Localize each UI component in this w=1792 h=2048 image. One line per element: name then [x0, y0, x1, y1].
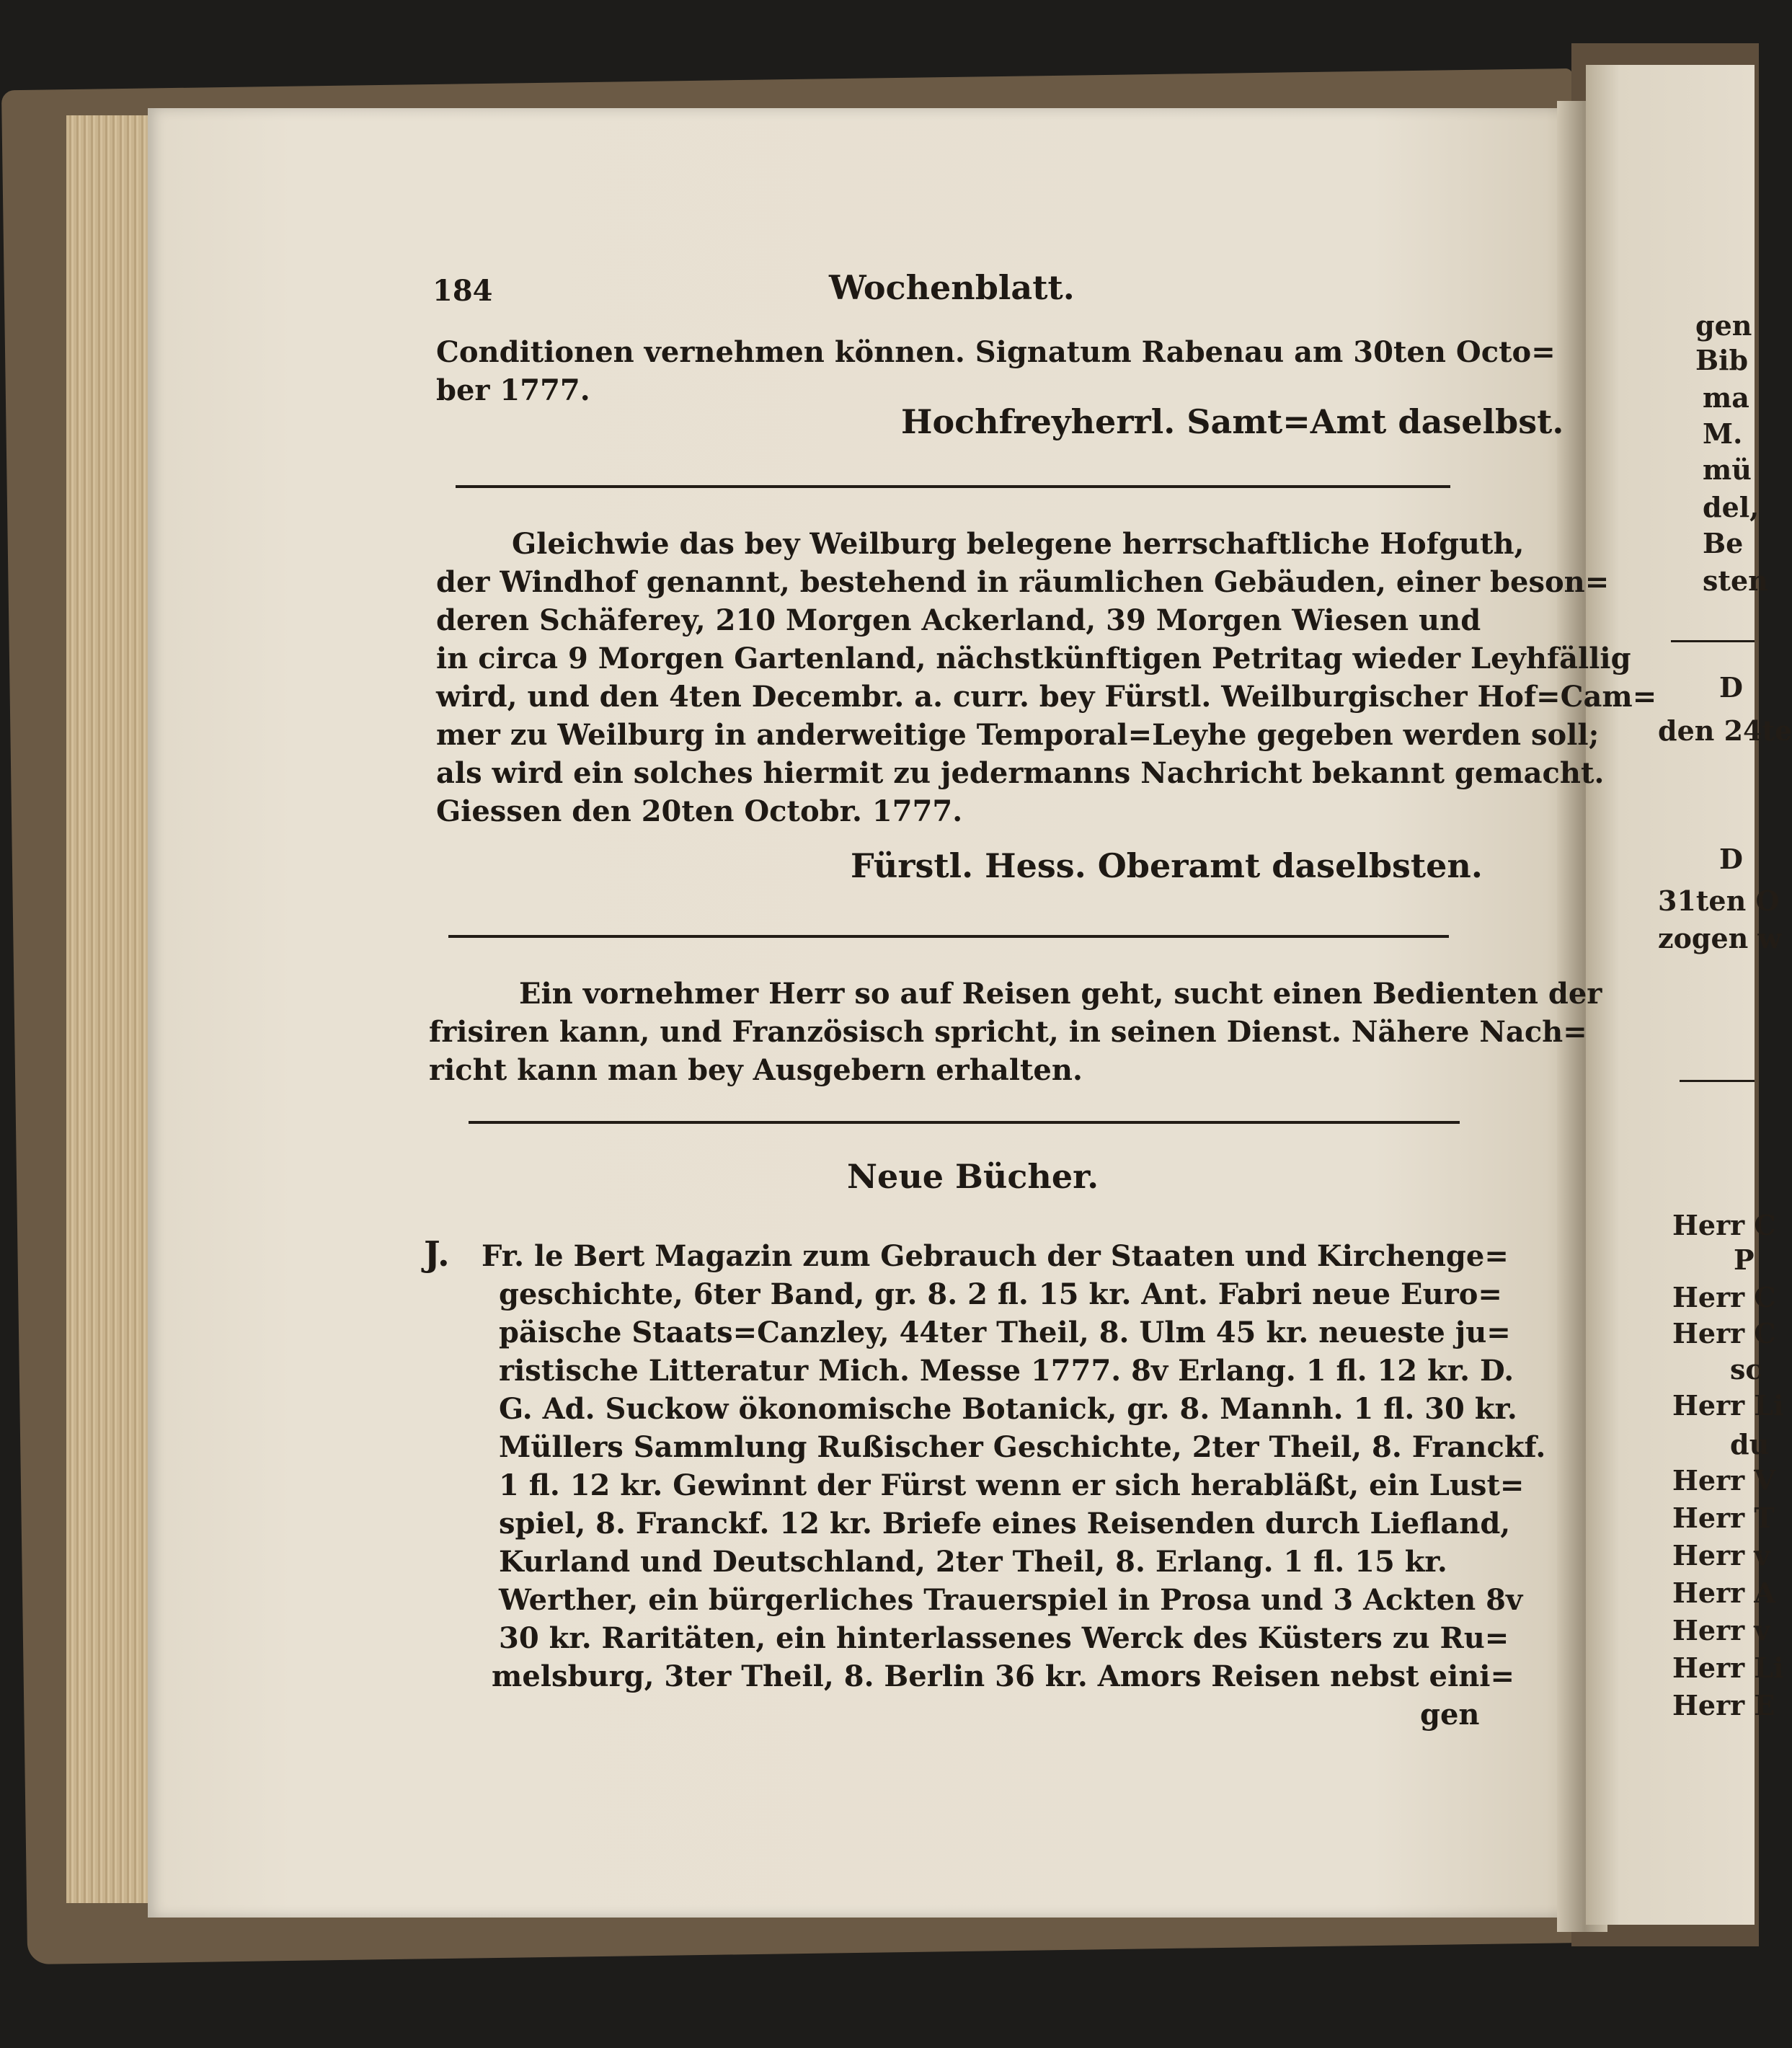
- book-line: Kurland und Deutschland, 2ter Theil, 8. Erlang. 1 fl. 15 kr.: [499, 1545, 1447, 1579]
- right-page-fragment: Herr E: [1672, 1689, 1775, 1721]
- book-line: spiel, 8. Franckf. 12 kr. Briefe eines Reisenden durch Liefland,: [499, 1507, 1511, 1541]
- right-page-fragment: 31ten O: [1658, 885, 1780, 917]
- book-line: päische Staats=Canzley, 44ter Theil, 8. Ulm 45 kr. neueste ju=: [499, 1316, 1511, 1349]
- book-line: geschichte, 6ter Band, gr. 8. 2 fl. 15 kr. Ant. Fabri neue Euro=: [499, 1277, 1502, 1311]
- divider: [469, 1121, 1460, 1124]
- notice1-line: Conditionen vernehmen können. Signatum Rabenau am 30ten Octo=: [436, 335, 1556, 369]
- right-page-fragment: D: [1719, 671, 1743, 704]
- right-page-fragment: sc: [1730, 1353, 1762, 1386]
- notice1-line: ber 1777.: [436, 373, 590, 407]
- notice2-line: mer zu Weilburg in anderweitige Temporal=Leyhe gegeben werden soll;: [436, 718, 1600, 752]
- notice2-signature: Fürstl. Hess. Oberamt daselbsten.: [851, 846, 1483, 885]
- notice2-line: deren Schäferey, 210 Morgen Ackerland, 39 Morgen Wiesen und: [436, 603, 1481, 637]
- book-line: 1 fl. 12 kr. Gewinnt der Fürst wenn er sich herabläßt, ein Lust=: [499, 1468, 1525, 1502]
- notice3-line: richt kann man bey Ausgebern erhalten.: [429, 1053, 1083, 1087]
- section-heading: Neue Bücher.: [847, 1157, 1099, 1196]
- notice3-line: frisiren kann, und Französisch spricht, in seinen Dienst. Nähere Nach=: [429, 1015, 1587, 1049]
- right-page-fragment: du: [1730, 1428, 1770, 1460]
- right-page-fragment: den 24te: [1658, 714, 1792, 747]
- right-page-fragment: Herr C: [1672, 1209, 1776, 1241]
- book-line: Fr. le Bert Magazin zum Gebrauch der Staaten und Kirchenge=: [482, 1239, 1509, 1273]
- notice3-line: Ein vornehmer Herr so auf Reisen geht, sucht einen Bedienten der: [519, 977, 1602, 1011]
- right-page-fragment: Be: [1703, 527, 1744, 559]
- right-page-fragment: mü: [1703, 453, 1752, 486]
- right-page-fragment: zogen w: [1658, 922, 1782, 954]
- notice2-line: der Windhof genannt, bestehend in räumlichen Gebäuden, einer beson=: [436, 565, 1610, 599]
- right-page-fragment: sten: [1703, 564, 1768, 597]
- right-page-fragment: Herr A: [1672, 1577, 1775, 1609]
- notice2-line: in circa 9 Morgen Gartenland, nächstkünftigen Petritag wieder Leyhfällig: [436, 642, 1631, 675]
- notice2-line: Gleichwie das bey Weilburg belegene herrschaftliche Hofguth,: [512, 527, 1525, 561]
- notice2-line: wird, und den 4ten Decembr. a. curr. bey Fürstl. Weilburgischer Hof=Cam=: [436, 680, 1657, 714]
- book-line: melsburg, 3ter Theil, 8. Berlin 36 kr. Amors Reisen nebst eini=: [492, 1659, 1514, 1693]
- right-page-fragment: M.: [1703, 417, 1743, 450]
- book-line: G. Ad. Suckow ökonomische Botanick, gr. 8. Mannh. 1 fl. 30 kr.: [499, 1392, 1517, 1426]
- right-page-fragment: del,: [1703, 491, 1760, 523]
- right-page-fragment: ma: [1703, 381, 1749, 414]
- running-title: Wochenblatt.: [829, 268, 1075, 307]
- right-page-divider: [1671, 640, 1755, 642]
- notice1-signature: Hochfreyherrl. Samt=Amt daselbst.: [901, 402, 1564, 441]
- entry-initial: J.: [424, 1234, 450, 1275]
- divider: [448, 935, 1449, 938]
- book-line: 30 kr. Raritäten, ein hinterlassenes Werck des Küsters zu Ru=: [499, 1621, 1509, 1655]
- right-page-fragment: Herr C: [1672, 1281, 1776, 1313]
- right-page-fragment: D: [1719, 843, 1743, 875]
- divider: [456, 485, 1450, 488]
- right-page-fragment: Herr v: [1672, 1539, 1770, 1572]
- notice2-line: Giessen den 20ten Octobr. 1777.: [436, 794, 963, 828]
- right-page-fragment: Herr C: [1672, 1317, 1776, 1349]
- right-page-fragment: gen: [1695, 309, 1752, 342]
- right-page-fragment: Herr v: [1672, 1614, 1770, 1646]
- notice2-line: als wird ein solches hiermit zu jedermanns Nachricht bekannt gemacht.: [436, 756, 1605, 790]
- right-page-fragment: Herr Li: [1672, 1389, 1784, 1422]
- right-page-fragment: Herr Li: [1672, 1652, 1784, 1684]
- right-page-fragment: Herr T: [1672, 1502, 1775, 1534]
- book-line: Werther, ein bürgerliches Trauerspiel in Prosa und 3 Ackten 8v: [499, 1583, 1523, 1617]
- catchword: gen: [1420, 1698, 1480, 1732]
- book-line: ristische Litteratur Mich. Messe 1777. 8v Erlang. 1 fl. 12 kr. D.: [499, 1354, 1514, 1388]
- page-number: 184: [433, 274, 493, 308]
- right-page-fragment: Herr V: [1672, 1464, 1775, 1497]
- book-line: Müllers Sammlung Rußischer Geschichte, 2ter Theil, 8. Franckf.: [499, 1430, 1546, 1464]
- right-page-fragment: P: [1734, 1244, 1755, 1276]
- right-page-fragment: Bib: [1695, 344, 1749, 376]
- right-page-divider: [1680, 1080, 1755, 1082]
